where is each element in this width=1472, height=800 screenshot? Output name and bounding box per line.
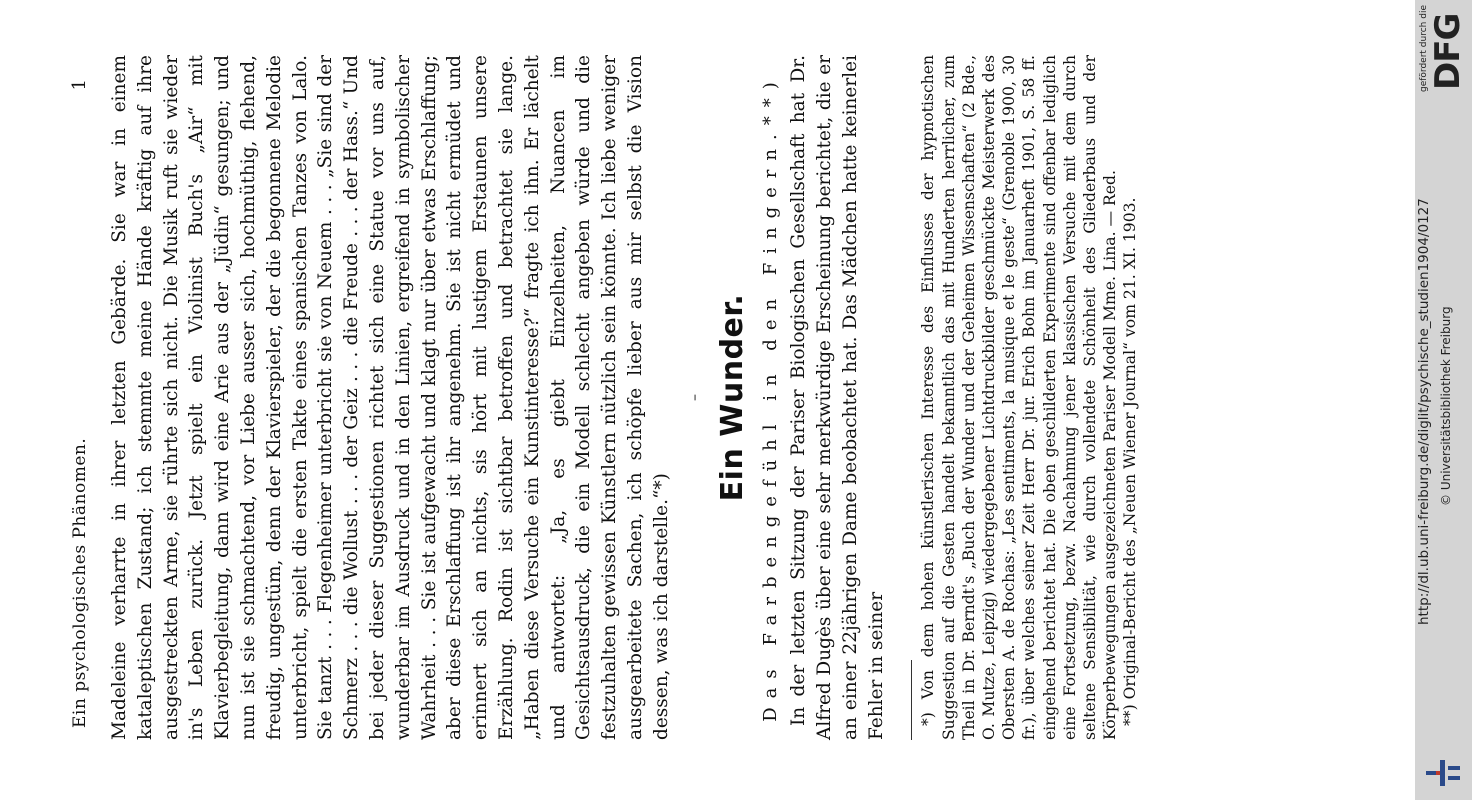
footnote-1: *) Von dem hohen künstlerischen Interesse des Einflusses der hypnotischen Suggestion auf die Gesten handelt bekanntlich das mit Hunderten herrlicher, zum Theil in Dr. Berndt's „Buch der Wunder und der Geheimen Wissenschaften“ (2 Bde., O. Mutze, Leipzig) wiedergegebener Lichtdruckbilder geschmückte Meisterwerk des Obersten A. de Rochas: „Les sentiments, la musique et le geste“ (Grenoble 1900, 30 fr.), über welches seiner Zeit Herr Dr. jur. Erich Bohn im Januarheft 1901, S. 58 ff. eingehend berichtet hat. Die oben geschilderten Experimente sind offenbar lediglich eine Fortsetzung, bezw. Nachahmung jener klassischen Versuche mit dem durch seltene Sensibilität, wie durch vollendete Schönheit des Gliederbaus und der Körperbewegungen ausgezeichneten Pariser Modell Mme. Lina. — Red.	[919, 55, 1120, 740]
viewer-sidebar	[1415, 0, 1472, 800]
separator: –	[686, 394, 703, 401]
running-head	[67, 55, 107, 728]
article-paragraph: In der letzten Sitzung der Pariser Biologischen Gesellschaft hat Dr. Alfred Dugès über eine sehr merkwürdige Erscheinung berichtet, die er an einer 22jährigen Dame beobachtet hat. Das Mädchen hatte keinerlei Fehler in seiner	[788, 55, 887, 740]
article-subtitle: Das Farbengefühl in den Fingern.**)	[760, 73, 782, 722]
dfg-logo[interactable]: DFG	[1428, 13, 1468, 90]
article-title: Ein Wunder.	[715, 293, 751, 502]
page-number: 1	[69, 79, 90, 91]
university-library-logo-icon	[1426, 758, 1460, 788]
running-head-title: Ein psychologisches Phänomen.	[70, 437, 90, 728]
body-paragraph: Madeleine verharrte in ihrer letzten Gebärde. Sie war in einem kataleptischen Zustand; ich stemmte meine Hände kräftig auf ihre ausgestreckten Arme, sie rührte sich nicht. Die Musik ruft sie wieder in's Leben zurück. Jetzt spielt ein Violinist Buch's „Air“ mit Klavierbegleitung, dann wird eine Arie aus der „Jüdin“ gesungen; und nun ist sie schmachtend, vor Liebe ausser sich, hochmüthig, flehend, freudig, ungestüm, denn der Klavierspieler, der die begonnene Melodie unterbricht, spielt die ersten Takte eines spanischen Tanzes von Lalo. Sie tanzt . . . Flegenheimer unterbricht sie von Neuem . . . „Sie sind der Schmerz . . . die Wollust . . . der Geiz . . . die Freude . . . der Hass.“ Und bei jeder dieser Suggestionen richtet sich eine Statue vor uns auf, wunderbar im Ausdruck und in den Linien, ergreifend in symbolischer Wahrheit . . . Sie ist aufgewacht und klagt nur über etwas Erschlaffung; aber diese Erschlaffung ist ihr angenehm. Sie ist nicht ermüdet und erinnert sich an nichts, sis hört mit lustigem Erstaunen unsere Erzählung. Rodin ist sichtbar betroffen und betrachtet sie lange. „Haben diese Versuche ein Kunstinteresse?“ fragte ich ihn. Er lächelt und antwortet: „Ja, es giebt Einzelheiten, Nuancen im Gesichtsausdruck, die ein Modell schlecht angeben würde und die festzuhalten gewissen Künstlern nützlich sein könnte. Ich liebe weniger ausgearbeitete Sachen, ich schöpfe lieber aus mir selbst die Vision dessen, was ich darstelle.“*)	[109, 55, 672, 740]
footnote-rule	[911, 660, 912, 740]
dfg-block	[1415, 0, 1472, 110]
copyright-notice: © Universitätsbibliothek Freiburg	[1439, 306, 1453, 506]
dfg-note: gefördert durch die	[1419, 5, 1429, 92]
rotated-page	[67, 55, 1317, 740]
permalink-url[interactable]: http://dl.ub.uni-freiburg.de/diglit/psychische_studien1904/0127	[1416, 198, 1432, 625]
footnote-2: **) Original-Bericht des „Neuen Wiener Journal“ vom 21. XI. 1903.	[1121, 197, 1140, 726]
